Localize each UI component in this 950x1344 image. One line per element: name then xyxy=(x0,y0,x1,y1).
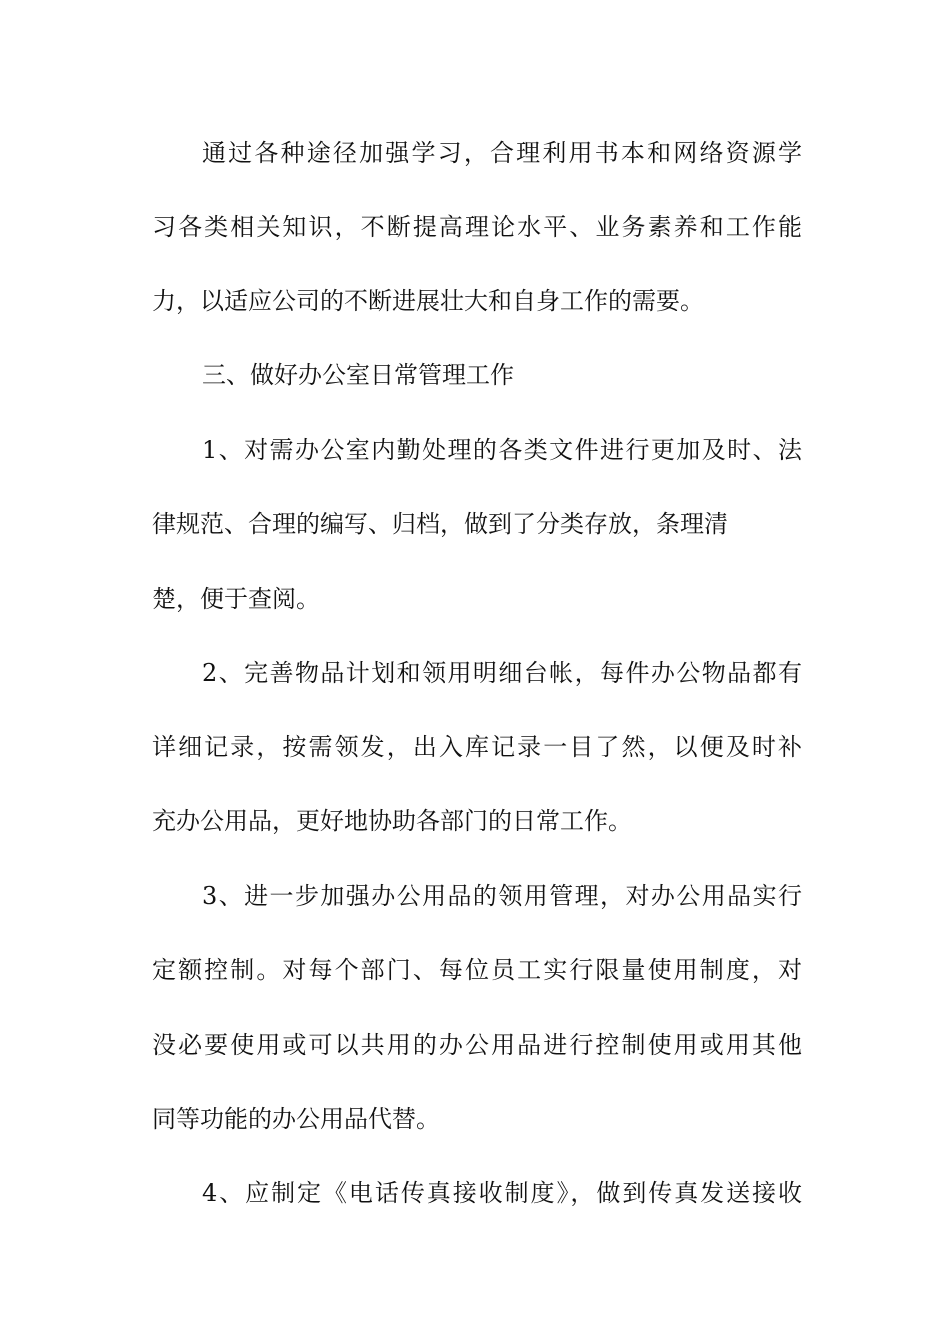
text-line: 定额控制。对每个部门、每位员工实行限量使用制度，对 xyxy=(152,956,802,984)
text-line: 力，以适应公司的不断进展壮大和自身工作的需要。 xyxy=(152,287,704,315)
section-heading: 三、做好办公室日常管理工作 xyxy=(202,361,514,389)
text-line: 4、应制定《电话传真接收制度》，做到传真发送接收 xyxy=(202,1179,802,1207)
text-line: 同等功能的办公用品代替。 xyxy=(152,1105,440,1133)
text-line: 1、对需办公室内勤处理的各类文件进行更加及时、法 xyxy=(202,436,802,464)
text-line: 楚，便于查阅。 xyxy=(152,585,320,613)
text-line: 详细记录，按需领发，出入库记录一目了然，以便及时补 xyxy=(152,733,802,761)
text-line: 习各类相关知识，不断提高理论水平、业务素养和工作能 xyxy=(152,213,802,241)
text-line: 3、进一步加强办公用品的领用管理，对办公用品实行 xyxy=(202,882,802,910)
text-line: 2、完善物品计划和领用明细台帐，每件办公物品都有 xyxy=(202,659,802,687)
text-line: 律规范、合理的编写、归档，做到了分类存放，条理清 xyxy=(152,510,728,538)
text-line: 通过各种途径加强学习，合理利用书本和网络资源学 xyxy=(202,139,802,167)
text-line: 没必要使用或可以共用的办公用品进行控制使用或用其他 xyxy=(152,1031,802,1059)
text-line: 充办公用品，更好地协助各部门的日常工作。 xyxy=(152,807,632,835)
